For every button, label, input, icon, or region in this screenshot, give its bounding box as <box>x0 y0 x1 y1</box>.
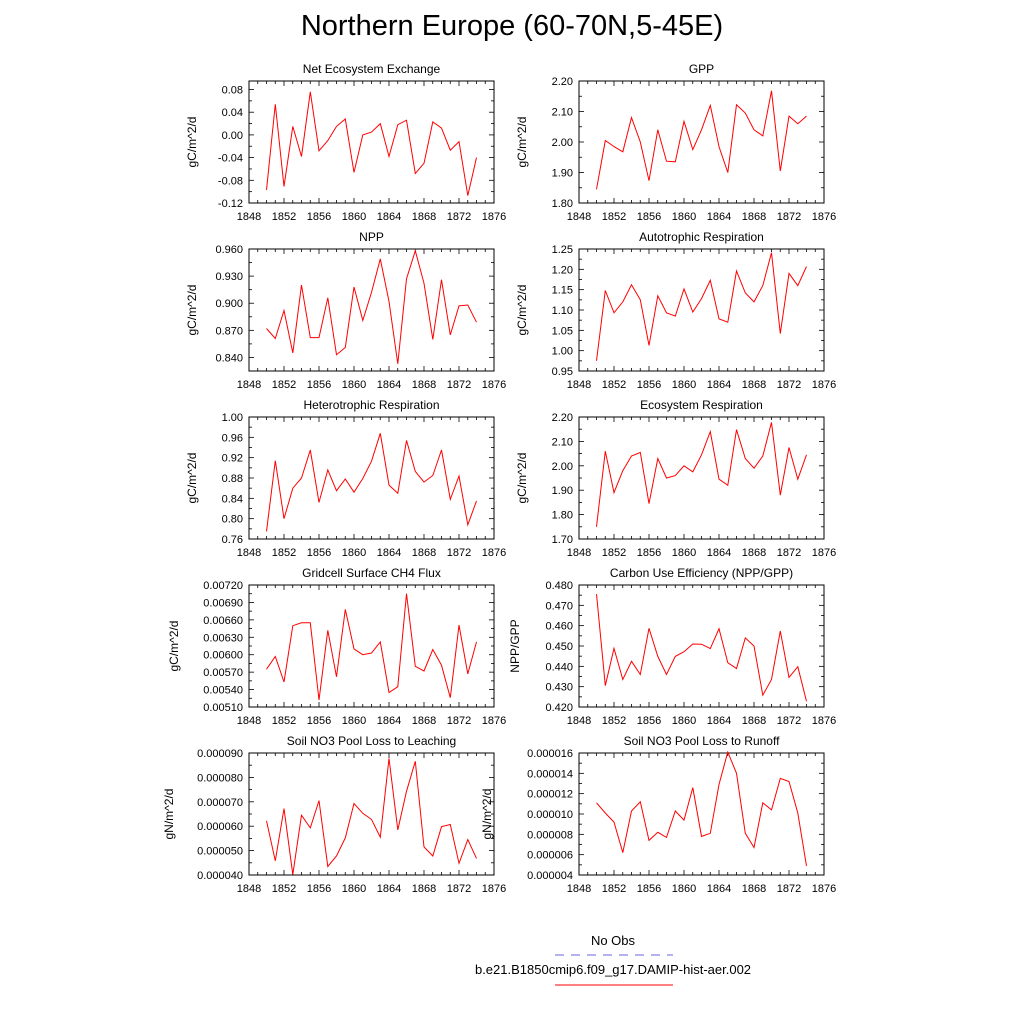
x-tick-label: 1872 <box>776 547 802 559</box>
y-tick-label: 0.870 <box>215 325 243 338</box>
series-line <box>267 594 477 700</box>
x-tick-label: 1852 <box>601 211 627 223</box>
panel-title: Heterotrophic Respiration <box>303 398 440 412</box>
x-tick-label: 1872 <box>446 211 472 223</box>
series-line <box>597 253 807 361</box>
x-tick-label: 1856 <box>636 211 662 223</box>
y-tick-label: 0.76 <box>221 534 243 546</box>
x-tick-label: 1856 <box>306 379 332 391</box>
x-tick-label: 1860 <box>671 211 697 223</box>
x-tick-label: 1864 <box>706 715 732 727</box>
y-tick-label: 0.000050 <box>197 845 243 858</box>
y-tick-label: 0.960 <box>215 244 243 256</box>
y-tick-label: 0.95 <box>551 366 573 378</box>
y-tick-label: 0.92 <box>221 452 243 465</box>
y-tick-label: 0.000014 <box>527 768 573 781</box>
x-tick-label: 1860 <box>671 883 697 895</box>
plot-frame <box>249 81 494 203</box>
plot-frame <box>579 417 824 539</box>
chart-panel <box>480 734 836 895</box>
x-tick-label: 1864 <box>706 211 732 223</box>
y-axis-label: gC/m^2/d <box>515 116 529 168</box>
y-tick-label: 0.88 <box>221 473 243 485</box>
y-tick-label: -0.08 <box>217 175 243 188</box>
x-tick-label: 1876 <box>481 715 507 727</box>
y-tick-label: 0.480 <box>545 580 573 592</box>
y-tick-label: 0.00720 <box>203 580 243 592</box>
x-tick-label: 1868 <box>741 715 767 727</box>
y-tick-label: 2.00 <box>551 137 573 149</box>
x-tick-label: 1876 <box>481 547 507 559</box>
x-tick-label: 1856 <box>636 379 662 391</box>
plot-frame <box>249 417 494 539</box>
y-tick-label: 0.000080 <box>197 772 243 785</box>
x-tick-label: 1868 <box>411 211 437 223</box>
y-tick-label: 2.20 <box>551 76 573 88</box>
plot-frame <box>579 753 824 875</box>
x-tick-label: 1848 <box>236 715 262 727</box>
x-tick-label: 1852 <box>271 379 297 391</box>
chart-panel <box>185 398 506 559</box>
x-tick-label: 1848 <box>236 379 262 391</box>
x-tick-label: 1848 <box>566 715 592 727</box>
y-tick-label: 1.70 <box>551 534 573 546</box>
plot-frame <box>249 585 494 707</box>
y-axis-label: gN/m^2/d <box>162 788 176 840</box>
x-tick-label: 1848 <box>566 379 592 391</box>
y-tick-label: 0.450 <box>545 641 573 653</box>
y-tick-label: 0.000010 <box>527 809 573 821</box>
y-tick-label: 0.000004 <box>527 870 573 882</box>
y-tick-label: 2.10 <box>551 436 573 449</box>
x-tick-label: 1864 <box>376 379 402 391</box>
y-tick-label: 1.15 <box>551 284 573 297</box>
series-line <box>597 91 807 190</box>
y-axis-label: gN/m^2/d <box>480 788 494 840</box>
x-tick-label: 1868 <box>411 547 437 559</box>
x-tick-label: 1856 <box>306 211 332 223</box>
series-line <box>267 758 477 874</box>
x-tick-label: 1848 <box>236 883 262 895</box>
x-tick-label: 1868 <box>411 379 437 391</box>
x-tick-label: 1864 <box>706 379 732 391</box>
x-tick-label: 1868 <box>741 883 767 895</box>
x-tick-label: 1852 <box>271 547 297 559</box>
plot-frame <box>579 585 824 707</box>
x-tick-label: 1860 <box>671 547 697 559</box>
x-tick-label: 1860 <box>671 379 697 391</box>
figure-title: Northern Europe (60-70N,5-45E) <box>300 10 724 42</box>
panel-title: Carbon Use Efficiency (NPP/GPP) <box>609 566 794 580</box>
x-tick-label: 1856 <box>636 883 662 895</box>
y-axis-label: gC/m^2/d <box>167 620 181 672</box>
y-axis-label: gC/m^2/d <box>185 452 199 504</box>
panel-title: Gridcell Surface CH4 Flux <box>302 566 441 580</box>
panel-title: GPP <box>688 62 715 76</box>
y-tick-label: 0.84 <box>221 493 243 506</box>
x-tick-label: 1860 <box>341 883 367 895</box>
x-tick-label: 1848 <box>566 547 592 559</box>
y-tick-label: -0.04 <box>217 152 243 165</box>
x-tick-label: 1864 <box>376 211 402 223</box>
series-line <box>597 752 807 866</box>
chart-panel <box>515 398 836 559</box>
chart-panel <box>508 566 836 727</box>
series-line <box>597 594 807 701</box>
y-tick-label: 0.930 <box>215 271 243 284</box>
y-tick-label: -0.12 <box>217 198 243 210</box>
y-tick-label: 1.90 <box>551 167 573 180</box>
x-tick-label: 1868 <box>411 715 437 727</box>
x-tick-label: 1856 <box>306 883 332 895</box>
y-tick-label: 0.00630 <box>203 632 243 645</box>
panel-title: Ecosystem Respiration <box>640 398 763 412</box>
y-axis-label: gC/m^2/d <box>515 284 529 336</box>
x-tick-label: 1872 <box>446 379 472 391</box>
y-axis-label: gC/m^2/d <box>185 284 199 336</box>
y-tick-label: 0.000012 <box>527 788 573 801</box>
x-tick-label: 1860 <box>341 211 367 223</box>
x-tick-label: 1852 <box>601 547 627 559</box>
x-tick-label: 1852 <box>601 379 627 391</box>
x-tick-label: 1872 <box>446 883 472 895</box>
x-tick-label: 1872 <box>776 379 802 391</box>
plot-frame <box>579 81 824 203</box>
y-tick-label: 1.25 <box>551 244 573 256</box>
y-tick-label: 0.470 <box>545 600 573 613</box>
x-tick-label: 1856 <box>306 547 332 559</box>
y-tick-label: 1.80 <box>551 509 573 522</box>
x-tick-label: 1868 <box>741 379 767 391</box>
y-tick-label: 0.000016 <box>527 748 573 760</box>
panel-title: Soil NO3 Pool Loss to Runoff <box>623 734 780 748</box>
y-axis-label: NPP/GPP <box>508 619 522 673</box>
y-tick-label: 1.00 <box>551 345 573 358</box>
y-tick-label: 0.04 <box>221 107 243 120</box>
x-tick-label: 1860 <box>671 715 697 727</box>
chart-panel <box>167 566 506 727</box>
y-tick-label: 2.10 <box>551 106 573 119</box>
panel-title: Soil NO3 Pool Loss to Leaching <box>286 734 457 748</box>
x-tick-label: 1872 <box>446 547 472 559</box>
y-tick-label: 2.20 <box>551 412 573 424</box>
panel-title: Autotrophic Respiration <box>639 230 764 244</box>
y-tick-label: 0.900 <box>215 298 243 311</box>
series-line <box>267 433 477 531</box>
x-tick-label: 1876 <box>811 547 837 559</box>
y-axis-label: gC/m^2/d <box>185 116 199 168</box>
x-tick-label: 1860 <box>341 379 367 391</box>
y-tick-label: 0.00510 <box>203 702 243 714</box>
x-tick-label: 1848 <box>236 211 262 223</box>
y-tick-label: 2.00 <box>551 460 573 473</box>
y-tick-label: 1.00 <box>221 412 243 424</box>
x-tick-label: 1856 <box>636 547 662 559</box>
x-tick-label: 1856 <box>306 715 332 727</box>
y-tick-label: 1.90 <box>551 485 573 498</box>
x-tick-label: 1848 <box>566 211 592 223</box>
series-line <box>267 92 477 196</box>
x-tick-label: 1876 <box>481 883 507 895</box>
x-tick-label: 1848 <box>236 547 262 559</box>
series-line <box>267 251 477 364</box>
chart-panel <box>162 734 506 895</box>
x-tick-label: 1876 <box>481 379 507 391</box>
x-tick-label: 1864 <box>376 883 402 895</box>
y-tick-label: 0.000040 <box>197 870 243 882</box>
x-tick-label: 1876 <box>481 211 507 223</box>
y-tick-label: 0.000090 <box>197 748 243 760</box>
y-tick-label: 1.10 <box>551 305 573 317</box>
y-tick-label: 0.96 <box>221 432 243 445</box>
y-tick-label: 0.00540 <box>203 684 243 697</box>
x-tick-label: 1872 <box>776 883 802 895</box>
panel-title: NPP <box>359 230 384 244</box>
y-tick-label: 1.05 <box>551 325 573 338</box>
x-tick-label: 1868 <box>741 547 767 559</box>
y-tick-label: 0.80 <box>221 513 243 526</box>
chart-panel <box>515 230 836 391</box>
y-tick-label: 0.840 <box>215 352 243 365</box>
x-tick-label: 1860 <box>341 715 367 727</box>
y-tick-label: 1.20 <box>551 264 573 277</box>
legend-obs-label: No Obs <box>590 933 636 948</box>
chart-panel <box>515 62 836 223</box>
x-tick-label: 1856 <box>636 715 662 727</box>
x-tick-label: 1876 <box>811 715 837 727</box>
x-tick-label: 1876 <box>811 211 837 223</box>
x-tick-label: 1864 <box>706 547 732 559</box>
y-tick-label: 0.000060 <box>197 821 243 834</box>
y-tick-label: 0.000008 <box>527 829 573 842</box>
y-tick-label: 0.460 <box>545 620 573 633</box>
x-tick-label: 1852 <box>601 715 627 727</box>
x-tick-label: 1848 <box>566 883 592 895</box>
y-tick-label: 0.00690 <box>203 597 243 610</box>
y-tick-label: 0.00600 <box>203 649 243 662</box>
x-tick-label: 1852 <box>271 211 297 223</box>
chart-panel <box>185 62 506 223</box>
x-tick-label: 1876 <box>811 883 837 895</box>
x-tick-label: 1852 <box>271 715 297 727</box>
y-tick-label: 0.430 <box>545 681 573 694</box>
x-tick-label: 1864 <box>376 715 402 727</box>
y-tick-label: 0.00570 <box>203 667 243 680</box>
series-line <box>597 422 807 526</box>
legend-case-label: b.e21.B1850cmip6.f09_g17.DAMIP-hist-aer.002 <box>474 962 752 977</box>
x-tick-label: 1872 <box>776 211 802 223</box>
y-axis-label: gC/m^2/d <box>515 452 529 504</box>
y-tick-label: 0.000070 <box>197 796 243 809</box>
x-tick-label: 1864 <box>706 883 732 895</box>
y-tick-label: 0.440 <box>545 661 573 674</box>
x-tick-label: 1852 <box>271 883 297 895</box>
y-tick-label: 0.000006 <box>527 849 573 862</box>
x-tick-label: 1872 <box>776 715 802 727</box>
x-tick-label: 1852 <box>601 883 627 895</box>
x-tick-label: 1868 <box>741 211 767 223</box>
y-tick-label: 1.80 <box>551 198 573 210</box>
panel-title: Net Ecosystem Exchange <box>302 62 441 76</box>
x-tick-label: 1868 <box>411 883 437 895</box>
x-tick-label: 1864 <box>376 547 402 559</box>
y-tick-label: 0.08 <box>221 84 243 97</box>
x-tick-label: 1860 <box>341 547 367 559</box>
x-tick-label: 1876 <box>811 379 837 391</box>
y-tick-label: 0.00660 <box>203 614 243 627</box>
y-tick-label: 0.420 <box>545 702 573 714</box>
chart-panel <box>185 230 506 391</box>
y-tick-label: 0.00 <box>221 129 243 142</box>
x-tick-label: 1872 <box>446 715 472 727</box>
